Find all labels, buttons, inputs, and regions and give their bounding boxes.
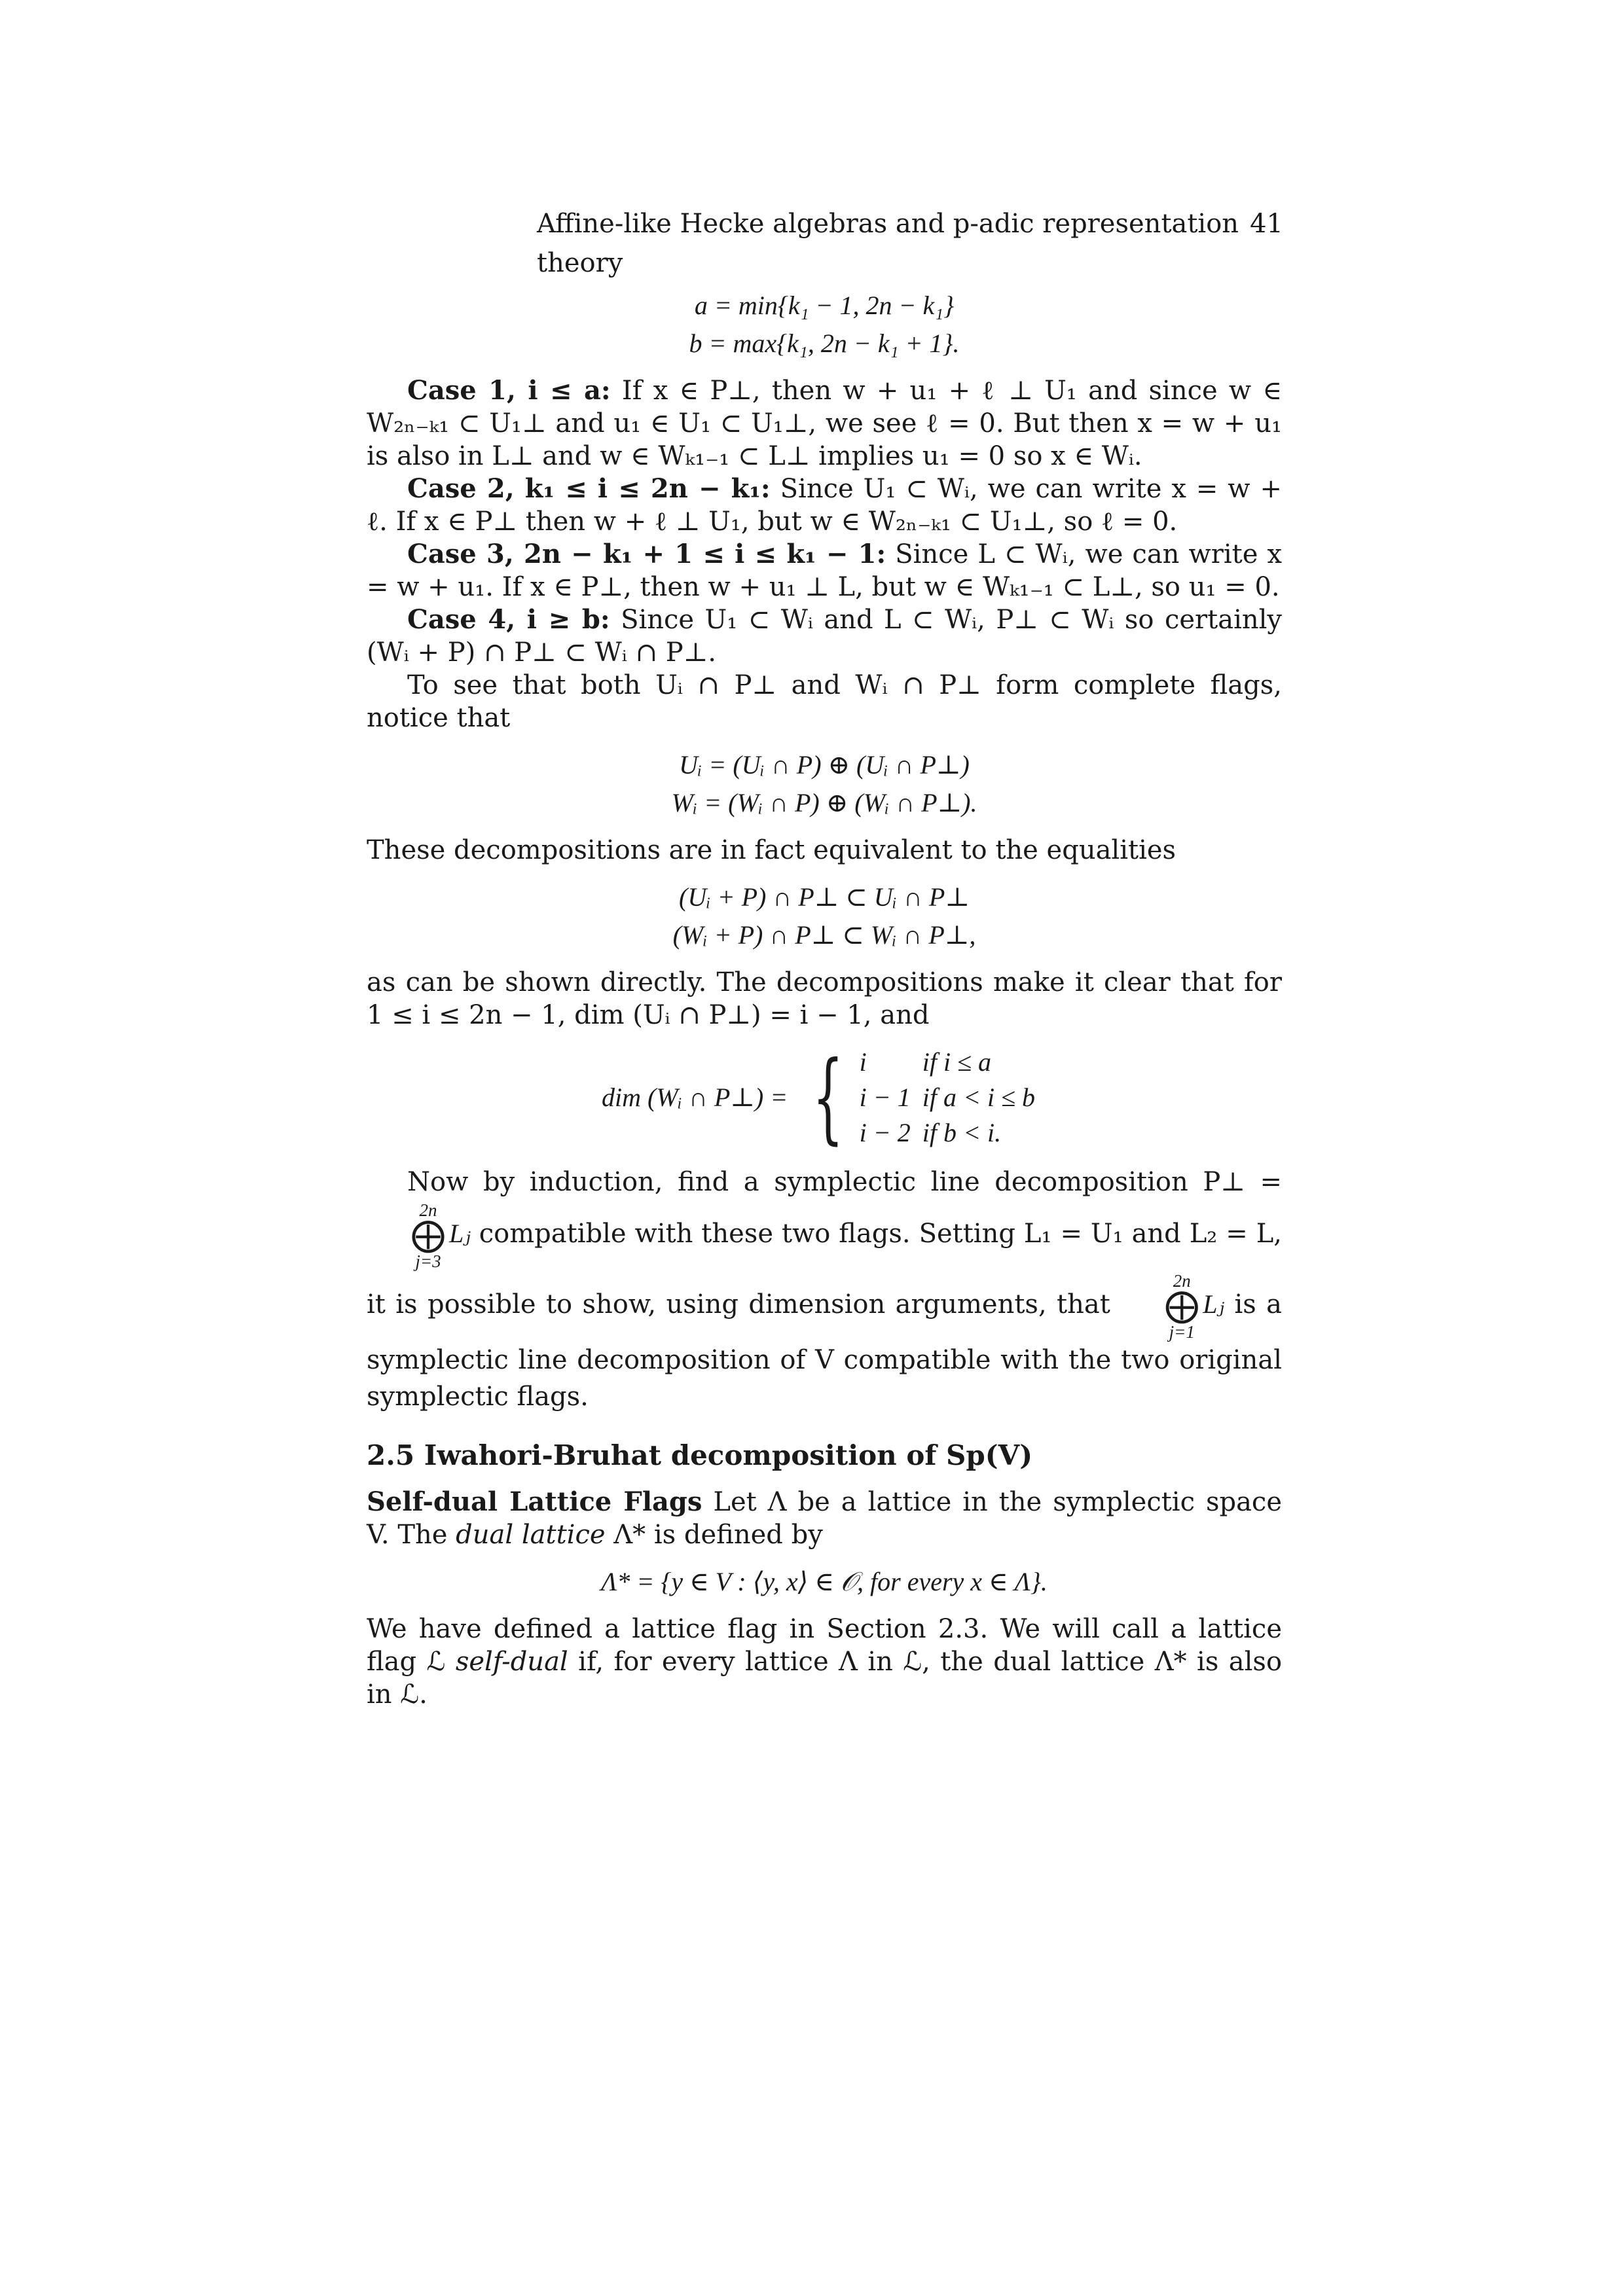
lattice-flag-text-2: if, for every lattice Λ in ℒ, the dual lattice Λ* is also in ℒ. (367, 1647, 1283, 1710)
case-condition: if b < i. (922, 1118, 1002, 1147)
lattice-flag-text-1: We have defined a lattice flag in Section 2.3. We will call a lattice flag ℒ (367, 1614, 1282, 1677)
case-row (860, 1115, 1047, 1151)
lattice-flag-paragraph (367, 1613, 1282, 1711)
cases-table (860, 1045, 1047, 1151)
dual-lattice-term: dual lattice (456, 1520, 606, 1550)
case-value: i (859, 1047, 867, 1077)
direct-sum-1 (371, 1200, 445, 1271)
self-dual-text-2: Λ* is defined by (613, 1520, 823, 1550)
running-header (537, 204, 1283, 278)
running-title: Affine-like Hecke algebras and p-adic representation theory (537, 209, 1239, 278)
display-dimension-cases (367, 1041, 1282, 1155)
page-number: 41 (1250, 209, 1283, 239)
case-3-paragraph (367, 538, 1282, 603)
case-2-label: Case 2, k₁ ≤ i ≤ 2n − k₁: (407, 473, 771, 504)
induction-text-2: compatible with these two flags. Setting L₁ = U₁ and L₂ = L, it is possible to show, using dimension arguments, that (367, 1219, 1282, 1319)
display-equalities (367, 878, 1282, 954)
equality-u: (Uᵢ + P) ∩ P⊥ ⊂ Uᵢ ∩ P⊥ (679, 882, 970, 912)
decomposition-u: Uᵢ = (Uᵢ ∩ P) ⊕ (Uᵢ ∩ P⊥) (679, 750, 970, 780)
case-4-text: Since U₁ ⊂ Wᵢ and L ⊂ Wᵢ, P⊥ ⊂ Wᵢ so certainly (Wᵢ + P) ∩ P⊥ ⊂ Wᵢ ∩ P⊥. (367, 605, 1283, 668)
case-3-text: Since L ⊂ Wᵢ, we can write x = w + u₁. If x ∈ P⊥, then w + u₁ ⊥ L, but w ∈ Wₖ₁₋₁ ⊂ L⊥, so u₁ = 0. (367, 539, 1282, 602)
case-condition: if a < i ≤ b (922, 1083, 1036, 1112)
display-dual-lattice (367, 1563, 1282, 1601)
direct-sum-1-lower: j=3 (415, 1251, 441, 1271)
equation-b: b = max{k₁, 2n − k₁ + 1}. (689, 329, 960, 358)
equality-w: (Wᵢ + P) ∩ P⊥ ⊂ Wᵢ ∩ P⊥, (672, 920, 976, 950)
case-value: i − 1 (859, 1083, 911, 1112)
induction-text-3: is a symplectic line decomposition of V compatible with the two original symplectic flags. (367, 1289, 1283, 1412)
direct-sum-1-term: Lⱼ (449, 1219, 471, 1248)
directly-paragraph: as can be shown directly. The decompositions make it clear that for 1 ≤ i ≤ 2n − 1, dim (Uᵢ ∩ P⊥) = i − 1, and (367, 967, 1282, 1030)
dual-lattice-definition: Λ* = {y ∈ V : ⟨y, x⟩ ∈ 𝒪, for every x ∈ Λ}. (601, 1567, 1048, 1596)
case-2-text: Since U₁ ⊂ Wᵢ, we can write x = w + ℓ. If x ∈ P⊥ then w + ℓ ⊥ U₁, but w ∈ W₂ₙ₋ₖ₁ ⊂ U₁⊥, so ℓ = 0. (367, 474, 1283, 537)
case-1-label: Case 1, i ≤ a: (407, 375, 611, 406)
case-4-label: Case 4, i ≥ b: (407, 604, 610, 635)
direct-sum-symbol: ⨁ (411, 1217, 445, 1254)
section-heading: 2.5 Iwahori-Bruhat decomposition of Sp(V) (367, 1439, 1033, 1471)
case-value: i − 2 (859, 1118, 911, 1147)
case-3-label: Case 3, 2n − k₁ + 1 ≤ i ≤ k₁ − 1: (407, 539, 886, 569)
flags-paragraph: To see that both Uᵢ ∩ P⊥ and Wᵢ ∩ P⊥ form complete flags, notice that (367, 670, 1282, 733)
case-row (860, 1080, 1047, 1115)
decomposition-w: Wᵢ = (Wᵢ ∩ P) ⊕ (Wᵢ ∩ P⊥). (671, 788, 977, 817)
self-dual-text-1: Let Λ be a lattice in the symplectic space V. The (367, 1487, 1283, 1550)
case-row (860, 1045, 1047, 1080)
dimension-lhs: dim (Wᵢ ∩ P⊥) = (601, 1083, 788, 1112)
case-1-text: If x ∈ P⊥, then w + u₁ + ℓ ⊥ U₁ and since w ∈ W₂ₙ₋ₖ₁ ⊂ U₁⊥ and u₁ ∈ U₁ ⊂ U₁⊥, we see ℓ = 0. But then x = w + u₁ is also in L⊥ and w ∈ Wₖ₁₋₁ ⊂ L⊥ implies u₁ = 0 so x ∈ Wᵢ. (367, 376, 1282, 471)
equation-a: a = min{k₁ − 1, 2n − k₁} (694, 291, 955, 320)
case-4-paragraph (367, 603, 1282, 669)
self-dual-paragraph (367, 1486, 1282, 1551)
direct-sum-2-lower: j=1 (1169, 1322, 1195, 1342)
direct-sum-1-upper: 2n (419, 1200, 437, 1220)
main-text (367, 275, 1282, 1711)
induction-text-1: Now by induction, find a symplectic line decomposition P⊥ = (407, 1167, 1282, 1197)
display-decompositions (367, 746, 1282, 822)
direct-sum-2-upper: 2n (1173, 1271, 1191, 1291)
direct-sum-2 (1124, 1271, 1199, 1342)
case-2-paragraph (367, 473, 1282, 538)
equivalence-paragraph: These decompositions are in fact equivalent to the equalities (367, 835, 1176, 865)
direct-sum-2-term: Lⱼ (1203, 1289, 1225, 1319)
case-1-paragraph (367, 374, 1282, 473)
self-dual-term: self-dual (455, 1647, 568, 1677)
direct-sum-symbol: ⨁ (1165, 1287, 1199, 1325)
induction-paragraph (367, 1164, 1282, 1415)
run-in-heading: Self-dual Lattice Flags (367, 1486, 702, 1517)
left-brace: { (812, 1041, 844, 1155)
display-a-b (367, 287, 1282, 363)
case-condition: if i ≤ a (922, 1047, 992, 1077)
